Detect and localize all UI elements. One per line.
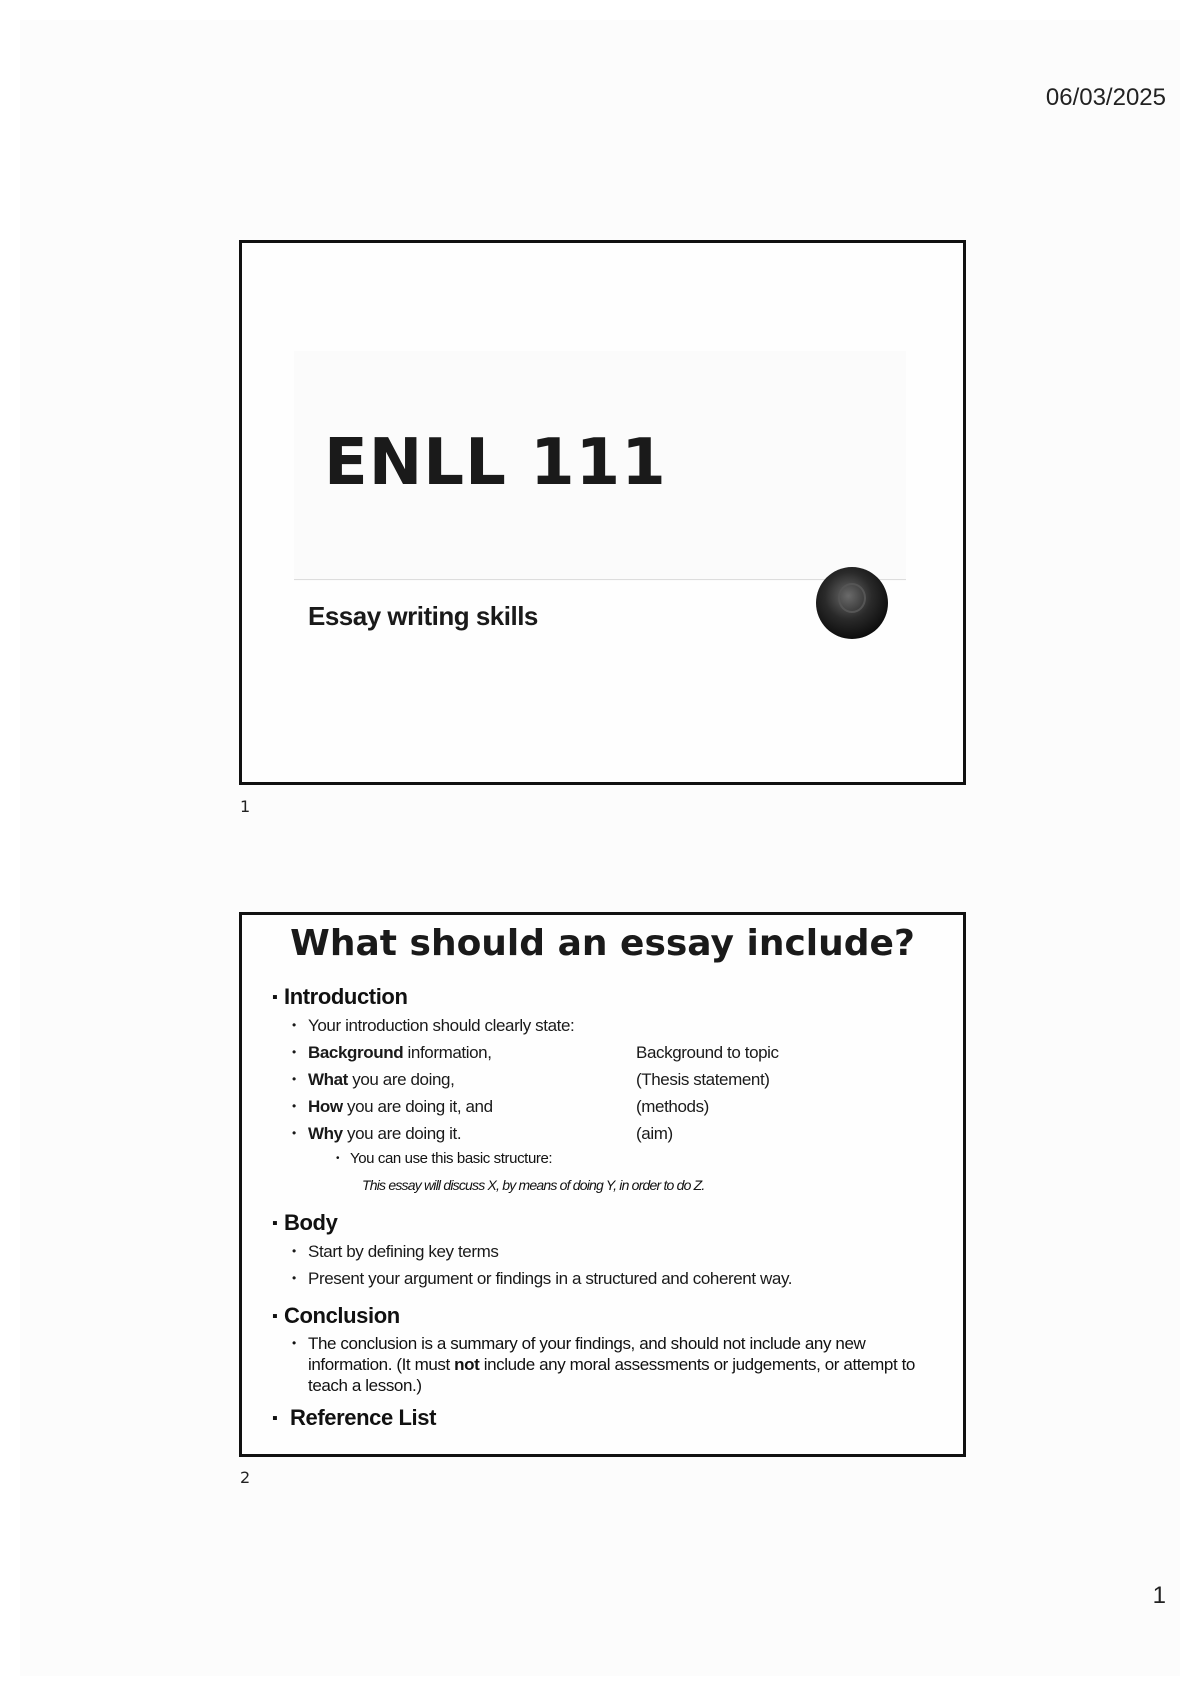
slide-2	[239, 912, 966, 1457]
list-item: • Start by defining key terms	[272, 1238, 952, 1265]
slide-1-title: ENLL 111	[324, 426, 667, 500]
section-introduction: ▪ Introduction	[272, 983, 952, 1012]
bullet-icon: •	[292, 1099, 296, 1113]
item-note: Background to topic	[636, 1043, 779, 1062]
list-item: • The conclusion is a summary of your findings, and should not include any new information. (It must not include any moral assessments or judgements, or attempt to teach a lesson.)	[292, 1334, 915, 1395]
bullet-icon: •	[292, 1126, 296, 1140]
item-note: (methods)	[636, 1097, 709, 1116]
structure-example: This essay will discuss X, by means of doing Y, in order to do Z.	[362, 1177, 705, 1193]
bullet-icon: •	[292, 1045, 296, 1059]
list-item: • Present your argument or findings in a structured and coherent way.	[272, 1265, 952, 1292]
slide-1-subtitle: Essay writing skills	[308, 601, 538, 631]
item-note: (aim)	[636, 1124, 673, 1143]
list-item: • How you are doing it, and (methods)	[272, 1093, 952, 1120]
slide-2-number: 2	[240, 1468, 251, 1487]
bullet-icon: •	[292, 1336, 296, 1350]
bullet-icon: ▪	[272, 1410, 278, 1427]
list-item: • What you are doing, (Thesis statement)	[272, 1066, 952, 1093]
bullet-icon: ▪	[272, 989, 278, 1006]
bullet-icon: ▪	[272, 1215, 278, 1232]
print-date: 06/03/2025	[1045, 84, 1166, 111]
list-item: • Why you are doing it. (aim)	[272, 1120, 952, 1147]
bullet-icon: •	[292, 1018, 296, 1032]
bullet-icon: •	[292, 1244, 296, 1258]
bullet-icon: •	[292, 1271, 296, 1285]
list-item: • Your introduction should clearly state:	[272, 1012, 952, 1039]
bullet-icon: ▪	[272, 1308, 278, 1325]
university-seal-icon	[816, 567, 888, 639]
list-item: • Background information, Background to topic	[272, 1039, 952, 1066]
page-number: 1	[1152, 1582, 1166, 1609]
divider	[294, 579, 906, 580]
slide-2-content	[272, 979, 952, 1433]
bullet-icon: •	[336, 1153, 340, 1164]
section-conclusion: ▪ Conclusion	[272, 1302, 952, 1331]
slide-2-title: What should an essay include?	[290, 923, 915, 964]
seal-emblem	[838, 583, 866, 613]
section-body: ▪ Body	[272, 1209, 952, 1238]
bullet-icon: •	[292, 1072, 296, 1086]
slide-1	[239, 240, 966, 785]
section-reference-list: ▪ Reference List	[272, 1404, 952, 1433]
item-note: (Thesis statement)	[636, 1070, 770, 1089]
slide-1-number: 1	[240, 797, 251, 816]
list-item: • You can use this basic structure:	[272, 1147, 952, 1171]
